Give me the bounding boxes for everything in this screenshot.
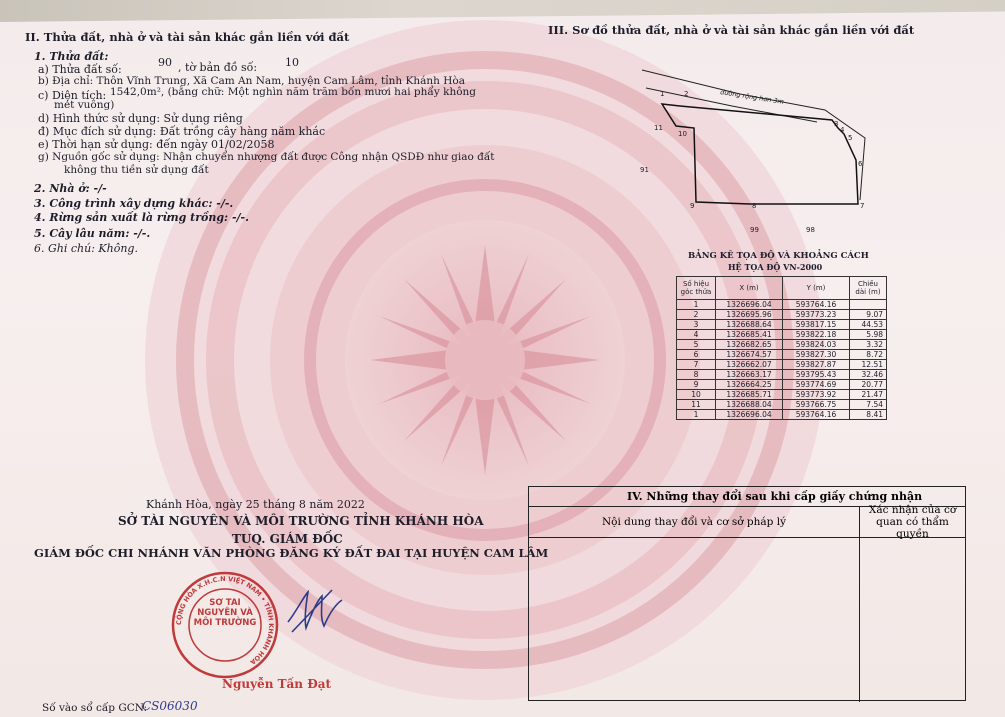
coord-y: 593817.15 (783, 320, 850, 330)
plot-label-6: 6 (858, 160, 863, 168)
neighbor-label-91: 91 (640, 166, 649, 174)
use-purpose: đ) Mục đích sử dụng: Đất trồng cây hàng năm khác (38, 125, 326, 138)
land-number-value: 90 (158, 56, 172, 69)
org-name: SỞ TÀI NGUYÊN VÀ MÔI TRƯỜNG TỈNH KHÁNH HÒA (118, 514, 484, 528)
item-house: 2. Nhà ở: -/- (34, 182, 107, 195)
coord-length: 8.72 (850, 350, 887, 360)
signer-position: GIÁM ĐỐC CHI NHÁNH VĂN PHÒNG ĐĂNG KÝ ĐẤT ĐAI TẠI HUYỆN CAM LÂM (34, 546, 549, 560)
coord-corner: 10 (677, 390, 716, 400)
land-area-value: 1542,0m², (bằng chữ: Một nghìn năm trăm bốn mươi hai phẩy không (110, 86, 477, 98)
plot-boundary (662, 104, 858, 204)
col-x: X (m) (716, 277, 783, 300)
land-plot-diagram (620, 60, 870, 240)
coord-corner: 4 (677, 330, 716, 340)
coord-row (677, 350, 887, 360)
coord-length: 9.07 (850, 310, 887, 320)
coord-row (677, 310, 887, 320)
gcn-value: CS06030 (142, 699, 198, 713)
plot-label-10: 10 (678, 130, 687, 138)
coord-corner: 1 (677, 300, 716, 310)
coord-corner: 9 (677, 380, 716, 390)
land-area-label: c) Diện tích: (38, 89, 107, 102)
coord-table-title: BẢNG KÊ TỌA ĐỘ VÀ KHOẢNG CÁCH (688, 251, 869, 261)
neighbor-label-98: 98 (806, 226, 815, 234)
changes-table (528, 486, 966, 701)
map-sheet-label: , tờ bản đồ số: (178, 61, 258, 74)
road-label: đường rộng hơn 3m (719, 88, 785, 107)
plot-label-2: 2 (684, 90, 689, 98)
coord-row (677, 320, 887, 330)
coord-y: 593822.18 (783, 330, 850, 340)
col-corner: Số hiệu góc thửa (677, 277, 716, 300)
coord-corner: 2 (677, 310, 716, 320)
map-sheet-value: 10 (285, 56, 299, 69)
coord-length: 44.53 (850, 320, 887, 330)
coord-y: 593824.03 (783, 340, 850, 350)
coord-y: 593827.87 (783, 360, 850, 370)
changes-col-content: Nội dung thay đổi và cơ sở pháp lý (529, 507, 860, 537)
coord-y: 593764.16 (783, 300, 850, 310)
coord-x: 1326696.04 (716, 300, 783, 310)
plot-label-4: 4 (840, 126, 845, 134)
changes-col-confirmation: Xác nhận của cơ quan có thẩm quyền (868, 504, 957, 540)
coord-y: 593773.92 (783, 390, 850, 400)
section-iii-title: III. Sơ đồ thửa đất, nhà ở và tài sản khác gắn liền với đất (548, 23, 915, 37)
stamp-center-text: SỞ TÀI NGUYÊN VÀ MÔI TRƯỜNG (193, 598, 257, 628)
coord-x: 1326682.65 (716, 340, 783, 350)
coord-length: 32.46 (850, 370, 887, 380)
coord-corner: 5 (677, 340, 716, 350)
coord-y: 593766.75 (783, 400, 850, 410)
coord-corner: 3 (677, 320, 716, 330)
coord-x: 1326688.64 (716, 320, 783, 330)
item-forest: 4. Rừng sản xuất là rừng trồng: -/-. (34, 211, 249, 224)
coord-corner: 7 (677, 360, 716, 370)
land-area-words-cont: mét vuông) (54, 99, 115, 111)
land-number-label: a) Thửa đất số: (38, 63, 122, 76)
coord-row (677, 380, 887, 390)
coord-corner: 1 (677, 410, 716, 420)
section-iv-title: IV. Những thay đổi sau khi cấp giấy chứng nhận (529, 487, 965, 507)
coord-row (677, 360, 887, 370)
item-perennial: 5. Cây lâu năm: -/-. (34, 227, 151, 240)
coord-y: 593795.43 (783, 370, 850, 380)
item-note: 6. Ghi chú: Không. (34, 242, 138, 255)
plot-label-8: 8 (752, 202, 757, 210)
signer-name: Nguyễn Tấn Đạt (222, 677, 332, 691)
stamp-ring-text: CỘNG HÒA X.H.C.N VIỆT NAM • TỈNH KHÁNH HÒA (174, 574, 276, 667)
coord-corner: 8 (677, 370, 716, 380)
coord-row (677, 370, 887, 380)
plot-label-1: 1 (660, 90, 665, 98)
coord-y: 593764.16 (783, 410, 850, 420)
changes-content-cell (529, 538, 860, 702)
plot-label-3: 3 (834, 120, 839, 128)
coord-length: 21.47 (850, 390, 887, 400)
use-term: e) Thời hạn sử dụng: đến ngày 01/02/2058 (38, 138, 275, 151)
coord-table-subtitle: HỆ TỌA ĐỘ VN-2000 (728, 262, 823, 272)
coord-length: 20.77 (850, 380, 887, 390)
tuq-director: TUQ. GIÁM ĐỐC (232, 532, 343, 546)
coord-length (850, 300, 887, 310)
item-construction: 3. Công trình xây dựng khác: -/-. (34, 197, 234, 210)
land-heading: 1. Thửa đất: (34, 50, 109, 63)
changes-confirmation-cell (860, 538, 965, 702)
use-form: d) Hình thức sử dụng: Sử dụng riêng (38, 112, 243, 125)
coord-x: 1326664.25 (716, 380, 783, 390)
coord-length: 12.51 (850, 360, 887, 370)
coord-x: 1326674.57 (716, 350, 783, 360)
coord-x: 1326695.96 (716, 310, 783, 320)
coord-row (677, 400, 887, 410)
coord-corner: 11 (677, 400, 716, 410)
plot-label-7: 7 (860, 202, 865, 210)
plot-label-11: 11 (654, 124, 663, 132)
coord-row (677, 340, 887, 350)
land-origin-cont: không thu tiền sử dụng đất (64, 164, 209, 176)
place-date: Khánh Hòa, ngày 25 tháng 8 năm 2022 (146, 498, 365, 511)
col-length: Chiều dài (m) (850, 277, 887, 300)
coord-length: 5.98 (850, 330, 887, 340)
coord-length: 7.54 (850, 400, 887, 410)
coord-x: 1326662.07 (716, 360, 783, 370)
land-origin: g) Nguồn gốc sử dụng: Nhận chuyển nhượng đất được Công nhận QSDĐ như giao đất (38, 151, 495, 163)
coord-length: 3.32 (850, 340, 887, 350)
coord-x: 1326688.04 (716, 400, 783, 410)
neighbor-label-99: 99 (750, 226, 759, 234)
coord-y: 593774.69 (783, 380, 850, 390)
coord-x: 1326685.71 (716, 390, 783, 400)
coord-corner: 6 (677, 350, 716, 360)
col-y: Y (m) (783, 277, 850, 300)
coord-row (677, 390, 887, 400)
gcn-label: Số vào sổ cấp GCN: (42, 702, 148, 714)
plot-label-5: 5 (848, 134, 853, 142)
plot-label-9: 9 (690, 202, 695, 210)
signature (282, 582, 362, 642)
coord-row (677, 330, 887, 340)
coord-y: 593773.23 (783, 310, 850, 320)
coord-row (677, 300, 887, 310)
coord-length: 8.41 (850, 410, 887, 420)
land-address: b) Địa chỉ: Thôn Vĩnh Trung, Xã Cam An Nam, huyện Cam Lâm, tỉnh Khánh Hòa (38, 75, 465, 87)
official-red-stamp (170, 570, 280, 680)
coord-row (677, 410, 887, 420)
coord-y: 593827.30 (783, 350, 850, 360)
coord-x: 1326696.04 (716, 410, 783, 420)
section-ii-title: II. Thửa đất, nhà ở và tài sản khác gắn liền với đất (25, 30, 350, 44)
coordinate-table (676, 276, 887, 420)
coord-x: 1326663.17 (716, 370, 783, 380)
coord-x: 1326685.41 (716, 330, 783, 340)
